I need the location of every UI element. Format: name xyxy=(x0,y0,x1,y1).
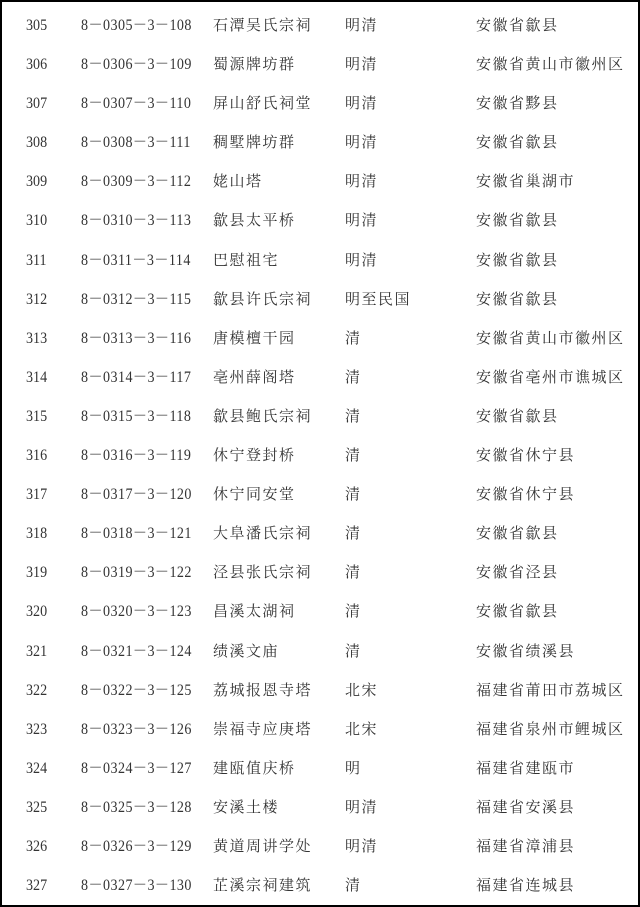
sequence-number: 314 xyxy=(26,368,48,386)
table-row xyxy=(2,241,638,280)
site-name: 稠墅牌坊群 xyxy=(213,133,296,152)
site-location: 安徽省歙县 xyxy=(476,133,559,152)
site-era: 明清 xyxy=(345,172,379,191)
sequence-number: 306 xyxy=(26,56,48,74)
site-era: 明清 xyxy=(345,211,379,230)
site-name: 歙县太平桥 xyxy=(213,211,296,230)
sequence-number: 310 xyxy=(26,212,48,230)
site-era: 明清 xyxy=(345,836,379,855)
site-name: 蜀源牌坊群 xyxy=(213,55,296,74)
site-code: 8－0307－3－110 xyxy=(81,95,192,113)
site-code: 8－0314－3－117 xyxy=(81,368,192,386)
site-code: 8－0306－3－109 xyxy=(81,56,192,74)
table-row xyxy=(2,397,638,436)
site-name: 休宁登封桥 xyxy=(213,446,296,465)
sequence-number: 320 xyxy=(26,603,48,621)
site-era: 清 xyxy=(345,367,362,386)
sequence-number: 327 xyxy=(26,877,48,895)
sequence-number: 316 xyxy=(26,447,48,465)
site-name: 歙县鲍氏宗祠 xyxy=(213,406,313,425)
site-era: 明至民国 xyxy=(345,289,412,308)
sequence-number: 309 xyxy=(26,173,48,191)
site-code: 8－0325－3－128 xyxy=(81,798,192,816)
site-name: 昌溪太湖祠 xyxy=(213,602,296,621)
table-row xyxy=(2,319,638,358)
site-code: 8－0310－3－113 xyxy=(81,212,192,230)
site-location: 福建省泉州市鲤城区 xyxy=(476,719,625,738)
site-name: 大阜潘氏宗祠 xyxy=(213,524,313,543)
site-location: 安徽省休宁县 xyxy=(476,446,576,465)
site-location: 安徽省泾县 xyxy=(476,563,559,582)
site-name: 建瓯值庆桥 xyxy=(213,758,296,777)
table-row xyxy=(2,749,638,788)
table-row xyxy=(2,45,638,84)
site-location: 安徽省歙县 xyxy=(476,524,559,543)
table-row xyxy=(2,592,638,631)
site-code: 8－0320－3－123 xyxy=(81,603,192,621)
site-name: 泾县张氏宗祠 xyxy=(213,563,313,582)
table-row xyxy=(2,475,638,514)
site-code: 8－0322－3－125 xyxy=(81,681,192,699)
table-row xyxy=(2,553,638,592)
site-location: 福建省安溪县 xyxy=(476,797,576,816)
sequence-number: 315 xyxy=(26,407,48,425)
site-location: 安徽省歙县 xyxy=(476,289,559,308)
site-code: 8－0311－3－114 xyxy=(81,251,191,269)
site-name: 崇福寺应庚塔 xyxy=(213,719,313,738)
sequence-number: 322 xyxy=(26,681,48,699)
site-code: 8－0315－3－118 xyxy=(81,407,192,425)
site-era: 清 xyxy=(345,406,362,425)
sequence-number: 325 xyxy=(26,798,48,816)
site-location: 安徽省黟县 xyxy=(476,94,559,113)
site-code: 8－0305－3－108 xyxy=(81,17,192,34)
site-location: 安徽省巢湖市 xyxy=(476,172,576,191)
site-location: 福建省连城县 xyxy=(476,876,576,895)
site-era: 清 xyxy=(345,641,362,660)
sequence-number: 311 xyxy=(26,251,47,269)
site-name: 唐模檀干园 xyxy=(213,328,296,347)
table-row xyxy=(2,866,638,905)
site-era: 清 xyxy=(345,602,362,621)
site-location: 安徽省歙县 xyxy=(476,602,559,621)
site-location: 安徽省黄山市徽州区 xyxy=(476,328,625,347)
site-code: 8－0326－3－129 xyxy=(81,837,192,855)
site-name: 石潭吴氏宗祠 xyxy=(213,16,313,34)
table-row xyxy=(2,201,638,240)
sequence-number: 312 xyxy=(26,290,48,308)
site-code: 8－0327－3－130 xyxy=(81,877,192,895)
site-location: 安徽省歙县 xyxy=(476,16,559,34)
site-era: 明清 xyxy=(345,16,379,34)
site-name: 休宁同安堂 xyxy=(213,485,296,504)
sequence-number: 319 xyxy=(26,564,48,582)
table-row xyxy=(2,671,638,710)
site-location: 安徽省歙县 xyxy=(476,250,559,269)
site-name: 安溪土楼 xyxy=(213,797,280,816)
site-name: 歙县许氏宗祠 xyxy=(213,289,313,308)
site-code: 8－0308－3－111 xyxy=(81,134,191,152)
table-row xyxy=(2,123,638,162)
site-location: 安徽省黄山市徽州区 xyxy=(476,55,625,74)
table-row xyxy=(2,162,638,201)
site-code: 8－0319－3－122 xyxy=(81,564,192,582)
site-location: 福建省漳浦县 xyxy=(476,836,576,855)
sequence-number: 308 xyxy=(26,134,48,152)
site-name: 黄道周讲学处 xyxy=(213,836,313,855)
sequence-number: 317 xyxy=(26,486,48,504)
table-row xyxy=(2,710,638,749)
site-era: 清 xyxy=(345,446,362,465)
site-location: 安徽省绩溪县 xyxy=(476,641,576,660)
table-row xyxy=(2,514,638,553)
site-era: 明清 xyxy=(345,797,379,816)
table-row xyxy=(2,632,638,671)
site-code: 8－0324－3－127 xyxy=(81,759,192,777)
table-row xyxy=(2,827,638,866)
site-name: 绩溪文庙 xyxy=(213,641,280,660)
site-location: 安徽省亳州市谯城区 xyxy=(476,367,625,386)
site-code: 8－0323－3－126 xyxy=(81,720,192,738)
site-era: 清 xyxy=(345,328,362,347)
site-era: 清 xyxy=(345,563,362,582)
table-row xyxy=(2,788,638,827)
sequence-number: 313 xyxy=(26,329,48,347)
table-row xyxy=(2,280,638,319)
site-era: 明清 xyxy=(345,133,379,152)
site-era: 北宋 xyxy=(345,719,379,738)
site-name: 芷溪宗祠建筑 xyxy=(213,876,313,895)
site-location: 安徽省休宁县 xyxy=(476,485,576,504)
site-list xyxy=(2,6,638,905)
site-code: 8－0318－3－121 xyxy=(81,525,192,543)
sequence-number: 305 xyxy=(26,17,48,34)
table-row xyxy=(2,436,638,475)
site-era: 清 xyxy=(345,876,362,895)
site-name: 亳州薛阁塔 xyxy=(213,367,296,386)
sequence-number: 318 xyxy=(26,525,48,543)
site-location: 福建省莆田市荔城区 xyxy=(476,680,625,699)
sequence-number: 321 xyxy=(26,642,48,660)
site-name: 巴慰祖宅 xyxy=(213,250,280,269)
sequence-number: 307 xyxy=(26,95,48,113)
table-row xyxy=(2,358,638,397)
site-code: 8－0321－3－124 xyxy=(81,642,192,660)
site-location: 安徽省歙县 xyxy=(476,406,559,425)
table-row xyxy=(2,6,638,45)
sequence-number: 326 xyxy=(26,837,48,855)
site-code: 8－0313－3－116 xyxy=(81,329,192,347)
site-name: 荔城报恩寺塔 xyxy=(213,680,313,699)
site-name: 屏山舒氏祠堂 xyxy=(213,94,313,113)
site-era: 明清 xyxy=(345,55,379,74)
site-name: 姥山塔 xyxy=(213,172,263,191)
site-location: 福建省建瓯市 xyxy=(476,758,576,777)
sequence-number: 324 xyxy=(26,759,48,777)
sequence-number: 323 xyxy=(26,720,48,738)
site-code: 8－0317－3－120 xyxy=(81,486,192,504)
site-code: 8－0309－3－112 xyxy=(81,173,192,191)
site-code: 8－0316－3－119 xyxy=(81,447,192,465)
site-era: 清 xyxy=(345,524,362,543)
site-era: 北宋 xyxy=(345,680,379,699)
table-row xyxy=(2,84,638,123)
site-era: 明清 xyxy=(345,94,379,113)
site-era: 明 xyxy=(345,758,362,777)
site-era: 明清 xyxy=(345,250,379,269)
site-era: 清 xyxy=(345,485,362,504)
site-location: 安徽省歙县 xyxy=(476,211,559,230)
site-code: 8－0312－3－115 xyxy=(81,290,192,308)
